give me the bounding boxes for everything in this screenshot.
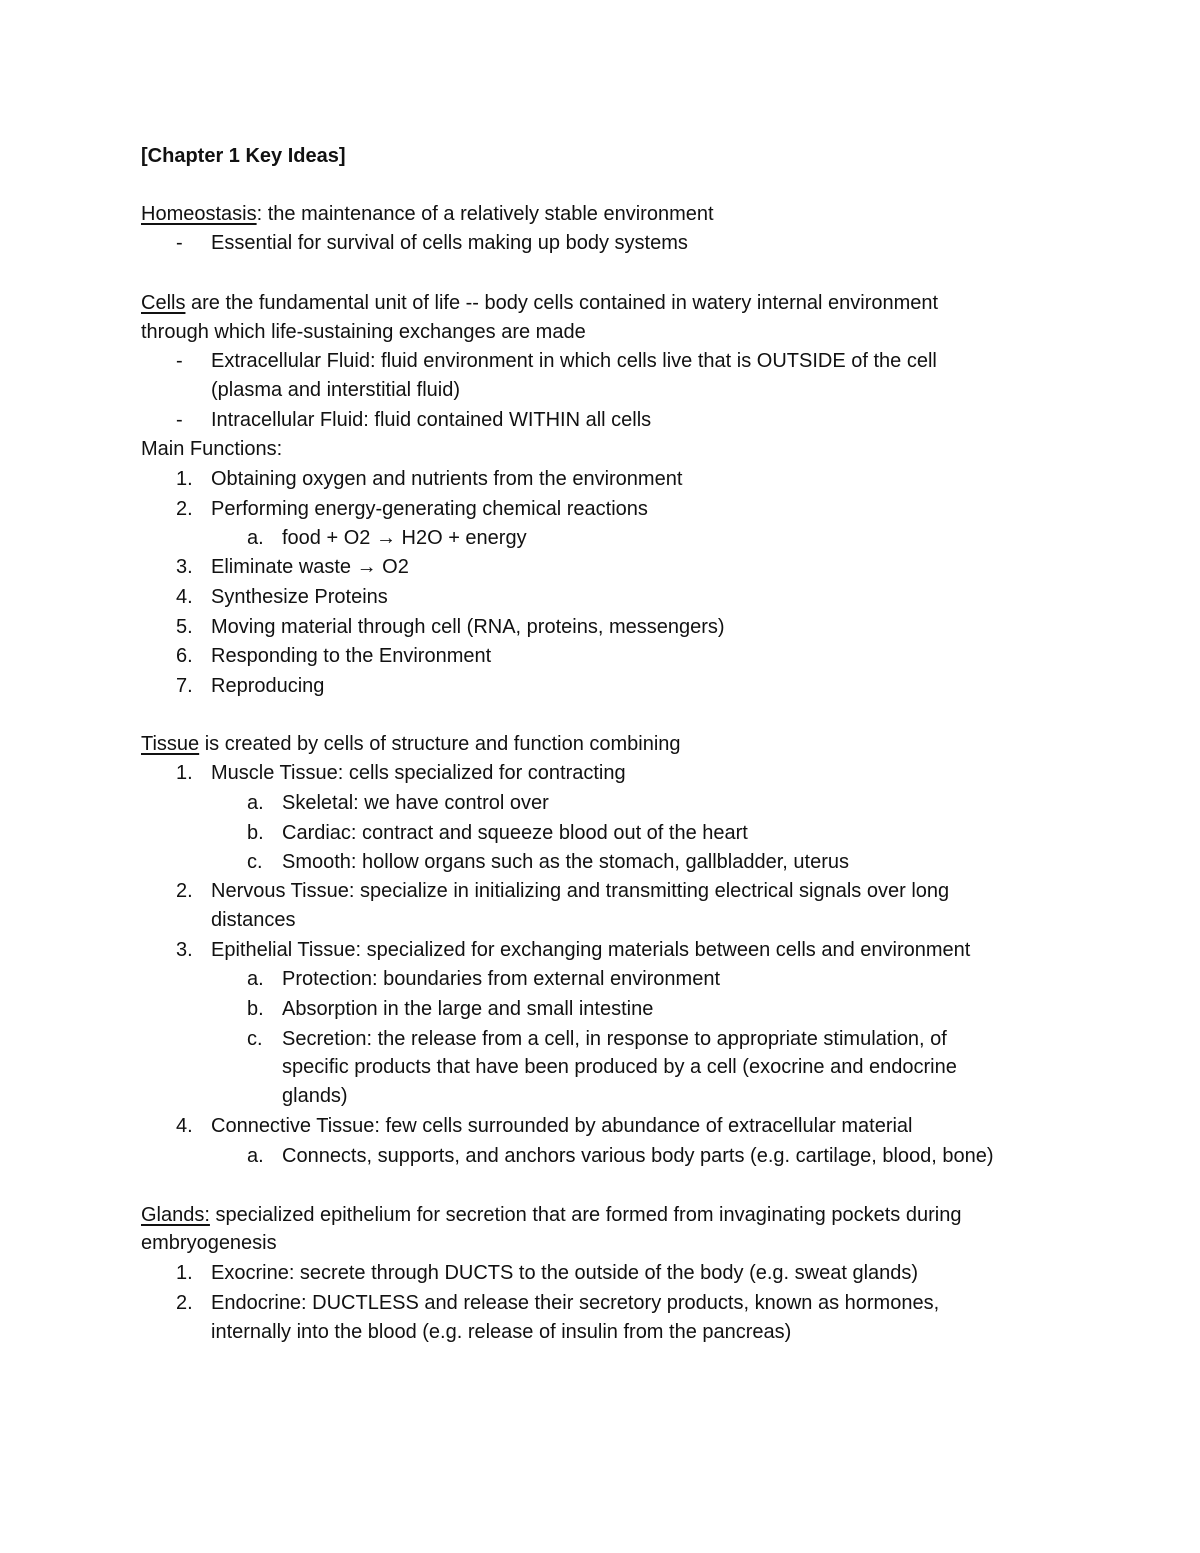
sub-list-item: Connects, supports, and anchors various body parts (e.g. cartilage, blood, bone) — [282, 1145, 994, 1167]
list-item: Epithelial Tissue: specialized for exchanging materials between cells and environment — [211, 939, 971, 961]
list-item: Moving material through cell (RNA, proteins, messengers) — [211, 616, 725, 638]
bullet-dash: - — [176, 350, 183, 372]
list-item: Synthesize Proteins — [211, 586, 388, 608]
list-letter: b. — [247, 822, 264, 844]
cells-definition-continued: through which life-sustaining exchanges are made — [141, 321, 586, 343]
list-number: 6. — [176, 645, 193, 667]
list-number: 7. — [176, 675, 193, 697]
list-letter: a. — [247, 792, 264, 814]
list-letter: c. — [247, 1028, 263, 1050]
sub-list-item: Protection: boundaries from external environment — [282, 968, 721, 990]
page-title: [Chapter 1 Key Ideas] — [141, 145, 346, 167]
list-item-continued: internally into the blood (e.g. release of insulin from the pancreas) — [211, 1321, 792, 1343]
bullet-dash: - — [176, 232, 183, 254]
list-letter: a. — [247, 968, 264, 990]
list-number: 1. — [176, 1262, 193, 1284]
homeostasis-term: Homeostasis — [141, 203, 257, 225]
tissue-definition — [141, 732, 681, 756]
sub-list-item: Smooth: hollow organs such as the stomach, gallbladder, uterus — [282, 851, 849, 873]
list-number: 5. — [176, 616, 193, 638]
tissue-rest: is created by cells of structure and function combining — [199, 733, 681, 755]
sub-list-item: food + O2 → H2O + energy — [282, 527, 527, 549]
functions-heading: Main Functions: — [141, 438, 283, 460]
list-item: Endocrine: DUCTLESS and release their secretory products, known as hormones, — [211, 1292, 940, 1314]
cells-definition — [141, 291, 938, 315]
cells-rest: are the fundamental unit of life -- body cells contained in watery internal environment — [185, 292, 939, 314]
list-item: Nervous Tissue: specialize in initializing and transmitting electrical signals over long — [211, 880, 950, 902]
glands-rest: specialized epithelium for secretion that are formed from invaginating pockets during — [209, 1204, 962, 1226]
cells-term: Cells — [141, 292, 186, 314]
sub-list-item-continued: specific products that have been produced by a cell (exocrine and endocrine — [282, 1056, 957, 1078]
list-number: 4. — [176, 586, 193, 608]
bullet-dash: - — [176, 409, 183, 431]
list-number: 2. — [176, 1292, 193, 1314]
sub-list-item: Absorption in the large and small intestine — [282, 998, 654, 1020]
list-number: 2. — [176, 498, 193, 520]
list-number: 2. — [176, 880, 193, 902]
list-item: Exocrine: secrete through DUCTS to the outside of the body (e.g. sweat glands) — [211, 1262, 919, 1284]
homeostasis-rest: : the maintenance of a relatively stable environment — [256, 203, 714, 225]
list-number: 3. — [176, 939, 193, 961]
list-item: Essential for survival of cells making up body systems — [211, 232, 688, 254]
list-number: 1. — [176, 468, 193, 490]
list-item-continued: (plasma and interstitial fluid) — [211, 379, 460, 401]
list-item: Connective Tissue: few cells surrounded by abundance of extracellular material — [211, 1115, 913, 1137]
glands-term: Glands: — [141, 1204, 210, 1226]
glands-definition-continued: embryogenesis — [141, 1232, 277, 1254]
list-item: Obtaining oxygen and nutrients from the environment — [211, 468, 683, 490]
list-number: 3. — [176, 556, 193, 578]
list-item: Performing energy-generating chemical reactions — [211, 498, 648, 520]
list-letter: a. — [247, 1145, 264, 1167]
sub-list-item: Secretion: the release from a cell, in response to appropriate stimulation, of — [282, 1028, 947, 1050]
list-item-continued: distances — [211, 909, 296, 931]
sub-list-item-continued: glands) — [282, 1085, 348, 1107]
list-item: Responding to the Environment — [211, 645, 492, 667]
list-letter: c. — [247, 851, 263, 873]
list-number: 1. — [176, 762, 193, 784]
list-item: Intracellular Fluid: fluid contained WITHIN all cells — [211, 409, 652, 431]
list-item: Muscle Tissue: cells specialized for contracting — [211, 762, 626, 784]
glands-definition — [141, 1203, 961, 1227]
list-number: 4. — [176, 1115, 193, 1137]
list-letter: b. — [247, 998, 264, 1020]
tissue-term: Tissue — [141, 733, 200, 755]
list-item: Eliminate waste → O2 — [211, 556, 409, 578]
list-item: Reproducing — [211, 675, 325, 697]
sub-list-item: Cardiac: contract and squeeze blood out of the heart — [282, 822, 748, 844]
list-letter: a. — [247, 527, 264, 549]
homeostasis-definition — [141, 202, 714, 226]
list-item: Extracellular Fluid: fluid environment in which cells live that is OUTSIDE of the cell — [211, 350, 937, 372]
sub-list-item: Skeletal: we have control over — [282, 792, 549, 814]
